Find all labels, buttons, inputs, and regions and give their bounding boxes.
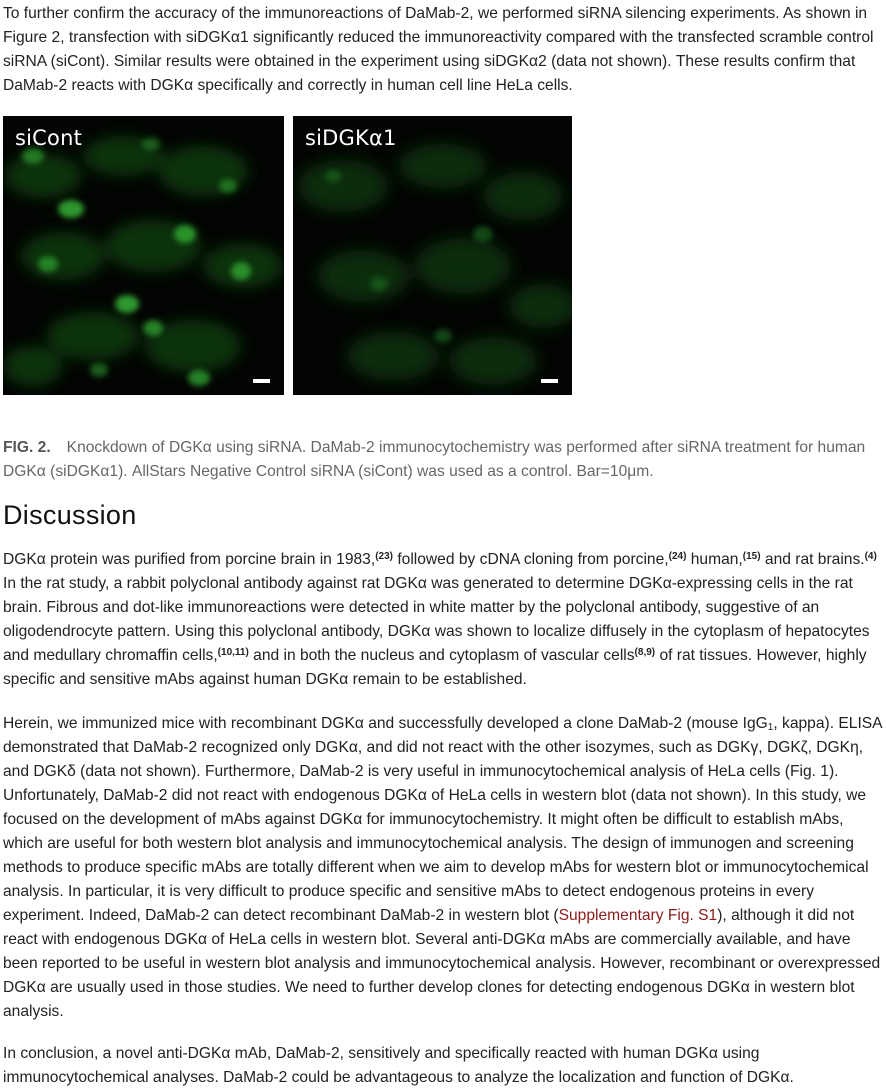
panel-label-sicont: siCont — [15, 126, 83, 150]
sidgka1-cells-image — [293, 116, 572, 395]
scale-bar — [541, 379, 558, 383]
text-span: of rat tissues. However, highly specific and sensitive mAbs against human DGKα remain to be established. — [3, 647, 867, 688]
micrograph-sicont — [3, 116, 284, 395]
citation-ref[interactable]: (8,9) — [634, 647, 656, 658]
text-span: and rat brains. — [760, 551, 865, 568]
citation-ref[interactable]: (23) — [375, 551, 393, 562]
citation-ref[interactable]: (4) — [864, 551, 877, 562]
text-span: ), although it did not react with endogenous DGKα of HeLa cells in western blot. Several anti-DGKα mAbs are commercially available, and have been reported to be useful in western blot analysis and immunocytochemical analysis. However, recombinant or overexpressed DGKα are usually used in those studies. We need to further develop clones for detecting endogenous DGKα in western blot analysis. — [3, 907, 881, 1020]
citation-ref[interactable]: (10,11) — [217, 647, 249, 658]
text-span: Herein, we immunized mice with recombinant DGKα and successfully developed a clone DaMab-2 (mouse IgG — [3, 715, 768, 732]
citation-ref[interactable]: (24) — [668, 551, 687, 562]
text-span: and in both the nucleus and cytoplasm of vascular cells — [248, 647, 635, 664]
intro-paragraph: To further confirm the accuracy of the immunoreactions of DaMab-2, we performed siRNA silencing experiments. As shown in Figure 2, transfection with siDGKα1 significantly reduced the immunoreactivity compared with the transfected scramble control siRNA (siCont). Similar results were obtained in the experiment using siDGKα2 (data not shown). These results confirm that DaMab-2 reacts with DGKα specifically and correctly in human cell line HeLa cells. — [3, 5, 874, 94]
discussion-paragraph-3: In conclusion, a novel anti-DGKα mAb, DaMab-2, sensitively and specifically reacted with human DGKα using immunocytochemical analyses. DaMab-2 could be advantageous to analyze the localization and function of DGKα. — [3, 1045, 794, 1086]
section-heading-discussion: Discussion — [3, 500, 137, 530]
text-span: followed by cDNA cloning from porcine, — [392, 551, 669, 568]
panel-label-sidgka1: siDGKα1 — [305, 126, 397, 150]
subscript: 1 — [767, 722, 774, 733]
sicont-cells-image — [3, 116, 284, 395]
text-span: , kappa). ELISA demonstrated that DaMab-2 recognized only DGKα, and did not react with the other isozymes, such as DGKγ, DGKζ, DGKη, and DGKδ (data not shown). Furthermore, DaMab-2 is very useful in immunocytochemical analysis of HeLa cells (Fig. 1). Unfortunately, DaMab-2 did not react with endogenous DGKα of HeLa cells in western blot (data not shown). In this study, we focused on the development of mAbs against DGKα for immunocytochemistry. It might often be difficult to establish mAbs, which are useful for both western blot analysis and immunocytochemical analysis. The design of immunogen and screening methods to produce specific mAbs are totally different when we aim to develop mAbs for western blot or immunocytochemical analysis. In particular, it is very difficult to produce specific and sensitive mAbs to detect endogenous proteins in every experiment. Indeed, DaMab-2 can detect recombinant DaMab-2 in western blot ( — [3, 715, 882, 924]
citation-ref[interactable]: (15) — [742, 551, 761, 562]
text-span: human, — [686, 551, 743, 568]
figure-caption — [3, 436, 873, 484]
discussion-paragraph-2 — [3, 712, 883, 1024]
supplementary-fig-link[interactable]: Supplementary Fig. S1 — [558, 907, 718, 924]
discussion-paragraph-1 — [3, 548, 883, 692]
figure-caption-label: FIG. 2. — [3, 439, 51, 456]
figure-caption-text: Knockdown of DGKα using siRNA. DaMab-2 immunocytochemistry was performed after siRNA treatment for human DGKα (siDGKα1). AllStars Negative Control siRNA (siCont) was used as a control. Bar=10μm. — [3, 439, 866, 480]
micrograph-sidgka1 — [293, 116, 572, 395]
text-span: In the rat study, a rabbit polyclonal antibody against rat DGKα was generated to determine DGKα-expressing cells in the rat brain. Fibrous and dot-like immunoreactions were detected in white matter by the polyclonal antibody, suggestive of an oligodendrocyte pattern. Using this polyclonal antibody, DGKα was shown to localize diffusely in the cytoplasm of hepatocytes and medullary chromaffin cells, — [3, 575, 870, 664]
text-span: DGKα protein was purified from porcine brain in 1983, — [3, 551, 376, 568]
scale-bar — [253, 379, 270, 383]
